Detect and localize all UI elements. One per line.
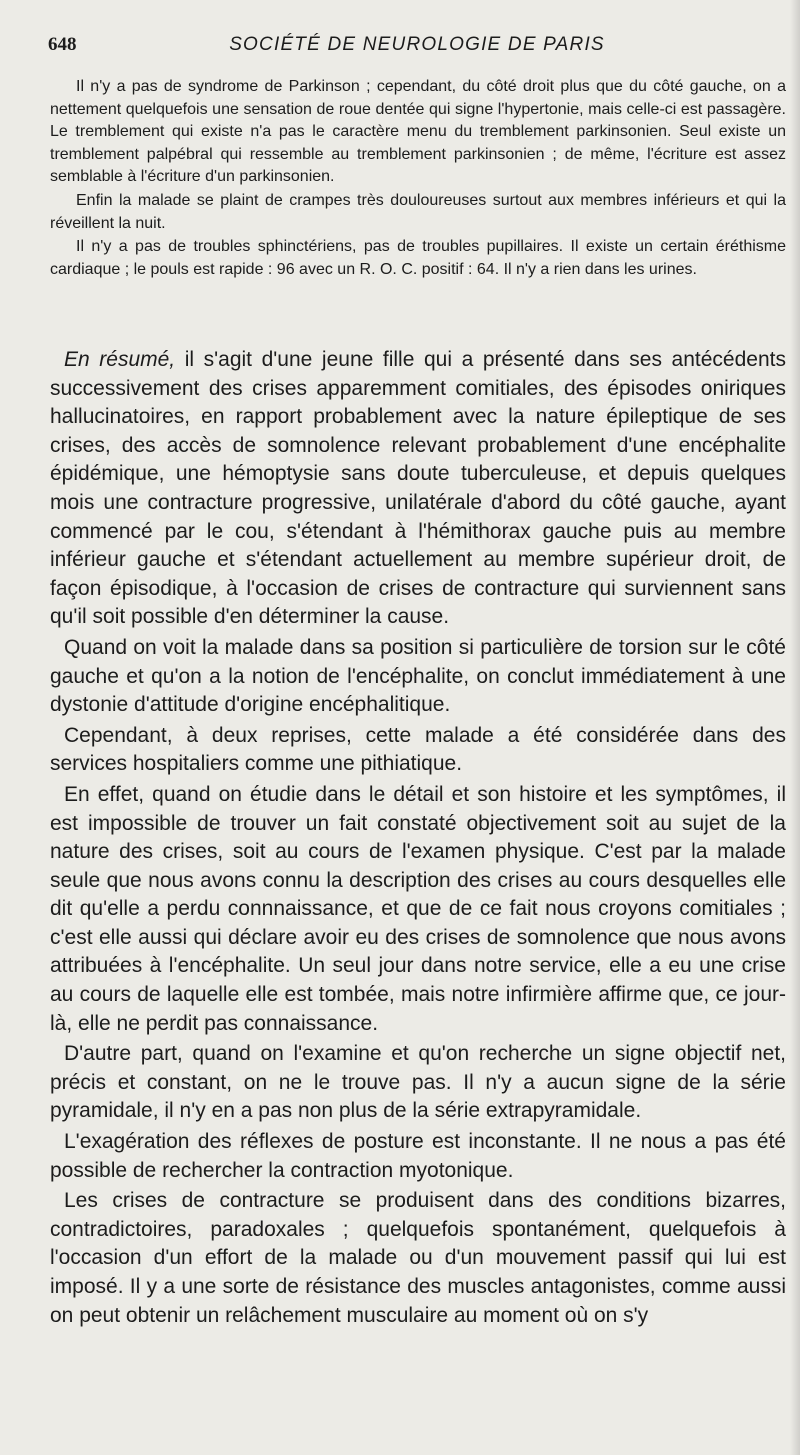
summary-paragraph <box>50 346 786 632</box>
page-header <box>48 34 786 60</box>
paragraph-crampes: Enfin la malade se plaint de crampes très douloureuses surtout aux membres inférieurs et qui la réveillent la nuit. <box>50 191 786 232</box>
page-edge-shadow <box>790 0 800 1455</box>
paragraph-troubles: Il n'y a pas de troubles sphinctériens, pas de troubles pupillaires. Il existe un certain éréthisme cardiaque ; le pouls est rapide : 96 avec un R. O. C. positif : 64. Il n'y a rien dans les urines. <box>50 238 786 278</box>
summary-lead: En résumé, <box>64 348 176 371</box>
running-title: SOCIÉTÉ DE NEUROLOGIE DE PARIS <box>229 34 605 55</box>
page-number: 648 <box>48 34 77 55</box>
clinical-notes-block <box>50 76 786 281</box>
paragraph-pithiatique: Cependant, à deux reprises, cette malade a été considérée dans des services hospitaliers comme une pithiatique. <box>50 723 786 776</box>
discussion-block <box>50 346 786 1330</box>
paragraph-signe-objectif: D'autre part, quand on l'examine et qu'on recherche un signe objectif net, précis et constant, on ne le trouve pas. Il n'y a aucun signe de la série pyramidale, il n'y en a pas non plus de la série extrapyramidale. <box>50 1042 786 1123</box>
paragraph-reflexes: L'exagération des réflexes de posture est inconstante. Il ne nous a pas été possible de rechercher la contraction myotonique. <box>50 1130 786 1182</box>
paragraph-parkinson: Il n'y a pas de syndrome de Parkinson ; cependant, du côté droit plus que du côté gauche, on a nettement quelquefois une sensation de roue dentée qui signe l'hypertonie, mais celle-ci est passagère. Le tremblement qui existe n'a pas le caractère menu du tremblement parkinsonien. Seul existe un tremblement palpébral qui ressemble au tremblement parkinsonien ; de même, l'écriture est assez semblable à l'écriture d'un parkinsonien. <box>50 78 786 186</box>
summary-text: il s'agit d'une jeune fille qui a présenté dans ses antécédents successivement des crises apparemment comitiales, des épisodes oniriques hallucinatoires, en rapport probablement avec la nature épileptique de ses crises, des accès de somnolence relevant probablement d'une encéphalite épidémique, une hémoptysie sans doute tuberculeuse, et depuis quelques mois une contracture progressive, unilatérale d'abord du côté gauche, ayant commencé par le cou, s'étendant à l'hémithorax gauche puis au membre inférieur gauche et s'étendant actuellement au membre supérieur droit, de façon épisodique, à l'occasion de crises de contracture qui surviennent sans qu'il soit possible d'en déterminer la cause. <box>50 348 786 629</box>
paragraph-en-effet: En effet, quand on étudie dans le détail et son histoire et les symptômes, il est impossible de trouver un fait constaté objectivement soit au sujet de la nature des crises, soit au cours de l'examen physique. C'est par la malade seule que nous avons connu la description des crises au cours desquelles elle dit qu'elle a perdu connnaissance, et que de ce fait nous croyons comitiales ; c'est elle aussi qui déclare avoir eu des crises de somnolence que nous avons attribuées à l'encéphalite. Un seul jour dans notre service, elle a eu une crise au cours de laquelle elle est tombée, mais notre infirmière affirme que, ce jour-là, elle ne perdit pas connaissance. <box>50 782 786 1035</box>
paragraph-torsion: Quand on voit la malade dans sa position si particulière de torsion sur le côté gauche et qu'on a la notion de l'encéphalite, on conclut immédiatement à une dystonie d'attitude d'origine encéphalitique. <box>50 635 786 717</box>
paragraph-crises-contracture: Les crises de contracture se produisent dans des conditions bizarres, contradictoires, paradoxales ; quelquefois spontanément, quelquefois à l'occasion d'un effort de la malade ou d'un mouvement passif qui lui est imposé. Il y a une sorte de résistance des muscles antagonistes, comme aussi on peut obtenir un relâchement musculaire au moment où on s'y <box>50 1189 786 1327</box>
